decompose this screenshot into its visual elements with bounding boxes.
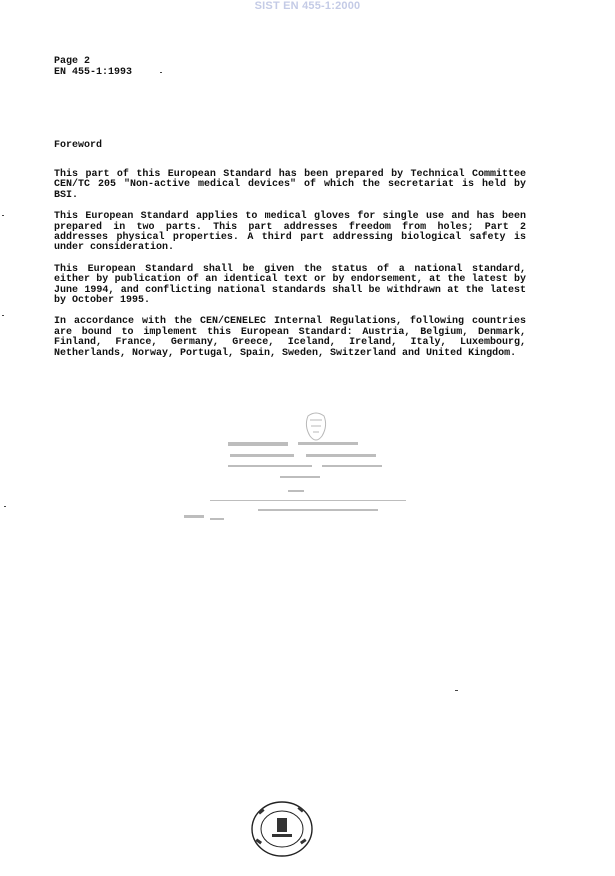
- page-info: [54, 56, 132, 78]
- foreword-heading: Foreword: [54, 140, 103, 151]
- foreword-paragraph-4: In accordance with the CEN/CENELEC Internal Regulations, following countries are bound to implement this European Standard: Austria, Belgium, Denmark, Finland, France, Germany, Greece, Iceland, Ireland, Italy, Luxembourg, Netherlands, Norway, Portugal, Spain, Sweden, Switzerland and United Kingdom.: [54, 316, 526, 359]
- seal-stamp: [250, 800, 314, 858]
- page-number: Page 2: [54, 56, 91, 67]
- scan-speck: [2, 215, 4, 216]
- foreword-paragraph-2: This European Standard applies to medical gloves for single use and has been prepared in two parts. This part addresses freedom from holes; Part 2 addresses physical properties. A third part addressing biological safety is under consideration.: [54, 211, 526, 254]
- standard-number: EN 455-1:1993: [54, 67, 133, 78]
- scan-speck: [160, 72, 162, 73]
- foreword-paragraph-3: This European Standard shall be given the status of a national standard, either by publication of an identical text or by endorsement, at the latest by June 1994, and conflicting national standards shall be withdrawn at the latest by October 1995.: [54, 263, 526, 307]
- official-stamp: [180, 408, 415, 533]
- foreword-body: [54, 170, 526, 370]
- document-watermark: SIST EN 455-1:2000: [254, 0, 361, 12]
- scan-speck: [455, 690, 458, 691]
- foreword-paragraph-1: This part of this European Standard has been prepared by Technical Committee CEN/TC 205 "Non-active medical devices" of which the secretariat is held by BSI.: [54, 169, 526, 201]
- scan-speck: [4, 506, 6, 507]
- scan-speck: [2, 315, 4, 316]
